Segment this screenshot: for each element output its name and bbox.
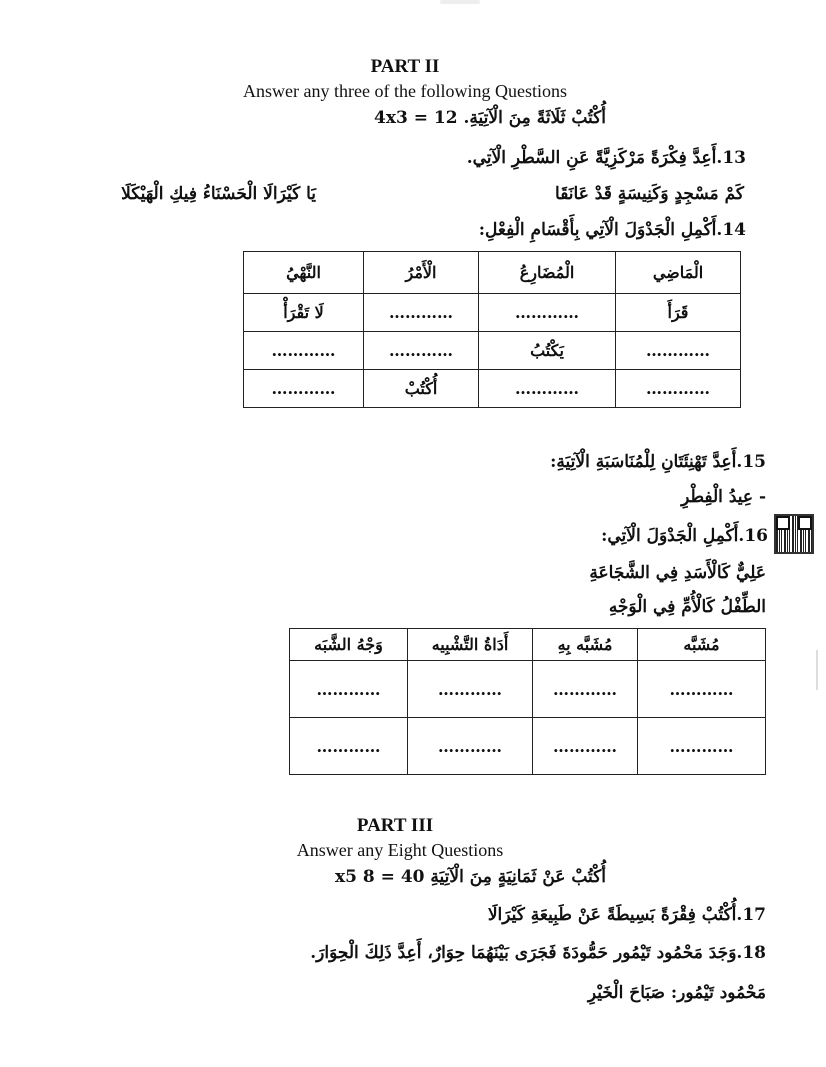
blank-cell: ………… (290, 661, 408, 718)
question-15-item: - عِيدُ الْفِطْرِ (681, 487, 766, 507)
blank-cell: ………… (616, 332, 741, 370)
blank-cell: ………… (364, 332, 479, 370)
question-18-dialogue: مَحْمُود تَيْمُور: صَبَاحَ الْخَيْرِ (587, 983, 766, 1003)
blank-cell: ………… (244, 332, 364, 370)
table-row (244, 332, 741, 370)
blank-cell: ………… (533, 718, 638, 775)
table-cell: قَرَأَ (616, 294, 741, 332)
table-header: النَّهْيُ (244, 252, 364, 294)
blank-cell: ………… (638, 718, 766, 775)
table-header: الْأَمْرُ (364, 252, 479, 294)
table-header: الْمَاضِي (616, 252, 741, 294)
blank-cell: ………… (364, 294, 479, 332)
question-16-line-2: الطِّفْلُ كَالْأُمِّ فِي الْوَجْهِ (608, 597, 766, 617)
table-row (244, 294, 741, 332)
blank-cell: ………… (244, 370, 364, 408)
table-cell: يَكْتُبُ (479, 332, 616, 370)
question-18: 18.وَجَدَ مَحْمُود تَيْمُور حَمُّودَةَ فَجَرَى بَيْنَهُمَا حِوَارٌ، أَعِدَّ ذَلِكَ الْحِوَارَ. (310, 943, 766, 963)
question-16-line-1: عَلِيٌّ كَالْأَسَدِ فِي الشَّجَاعَةِ (589, 563, 766, 583)
part-2-marks-line: أُكْتُبْ ثَلَاثَةً مِنَ الْآتِيَةِ. 12 = 4x3 (374, 108, 606, 128)
part-3-marks-line: أُكْتُبْ عَنْ ثَمَانِيَةٍ مِنَ الْآتِيَةِ 40 = 8 x5 (335, 867, 606, 887)
question-13-verse-right: كَمْ مَسْجِدٍ وَكَنِيسَةٍ قَدْ عَانَقَا (555, 184, 744, 204)
table-row (290, 718, 766, 775)
table-header: مُشَبَّه بِهِ (533, 629, 638, 661)
table-header: مُشَبَّه (638, 629, 766, 661)
blank-cell: ………… (290, 718, 408, 775)
blank-cell: ………… (408, 718, 533, 775)
table-cell: لَا تَقْرَأْ (244, 294, 364, 332)
question-15: 15.أَعِدَّ تَهْنِئَتَانِ لِلْمُنَاسَبَةِ الْآتِيَةِ: (550, 452, 766, 472)
scan-mark (440, 0, 480, 4)
table-header: وَجْهُ الشَّبَه (290, 629, 408, 661)
verb-forms-table (243, 251, 741, 408)
table-row (290, 661, 766, 718)
qr-code-icon (776, 516, 812, 552)
part-2-title: PART II (370, 56, 440, 77)
blank-cell: ………… (638, 661, 766, 718)
question-17: 17.أُكْتُبْ فِقْرَةً بَسِيطَةً عَنْ طَبِيعَةِ كَيْرَالَا (487, 905, 766, 925)
blank-cell: ………… (479, 370, 616, 408)
scan-edge-mark (816, 650, 818, 690)
question-13: 13.أَعِدَّ فِكْرَةً مَرْكَزِيَّةً عَنِ السَّطْرِ الْآتِي. (466, 148, 746, 168)
part-2-instruction: Answer any three of the following Questions (243, 81, 567, 101)
blank-cell: ………… (533, 661, 638, 718)
part-3-title: PART III (356, 815, 434, 836)
part-3-instruction: Answer any Eight Questions (296, 840, 504, 860)
simile-table (289, 628, 766, 775)
table-header: الْمُضَارِعُ (479, 252, 616, 294)
table-cell: أُكْتُبْ (364, 370, 479, 408)
question-16: 16.أَكْمِلِ الْجَدْوَلَ الْآتِي: (601, 526, 768, 546)
question-13-verse-left: يَا كَيْرَالَا الْحَسْنَاءُ فِيكِ الْهَيْكَلَا (121, 184, 316, 204)
blank-cell: ………… (616, 370, 741, 408)
table-row (244, 370, 741, 408)
table-header: أَدَاةُ التَّشْبِيه (408, 629, 533, 661)
blank-cell: ………… (408, 661, 533, 718)
question-14: 14.أَكْمِلِ الْجَدْوَلَ الْآتِي بِأَقْسَامِ الْفِعْلِ: (478, 220, 746, 240)
blank-cell: ………… (479, 294, 616, 332)
